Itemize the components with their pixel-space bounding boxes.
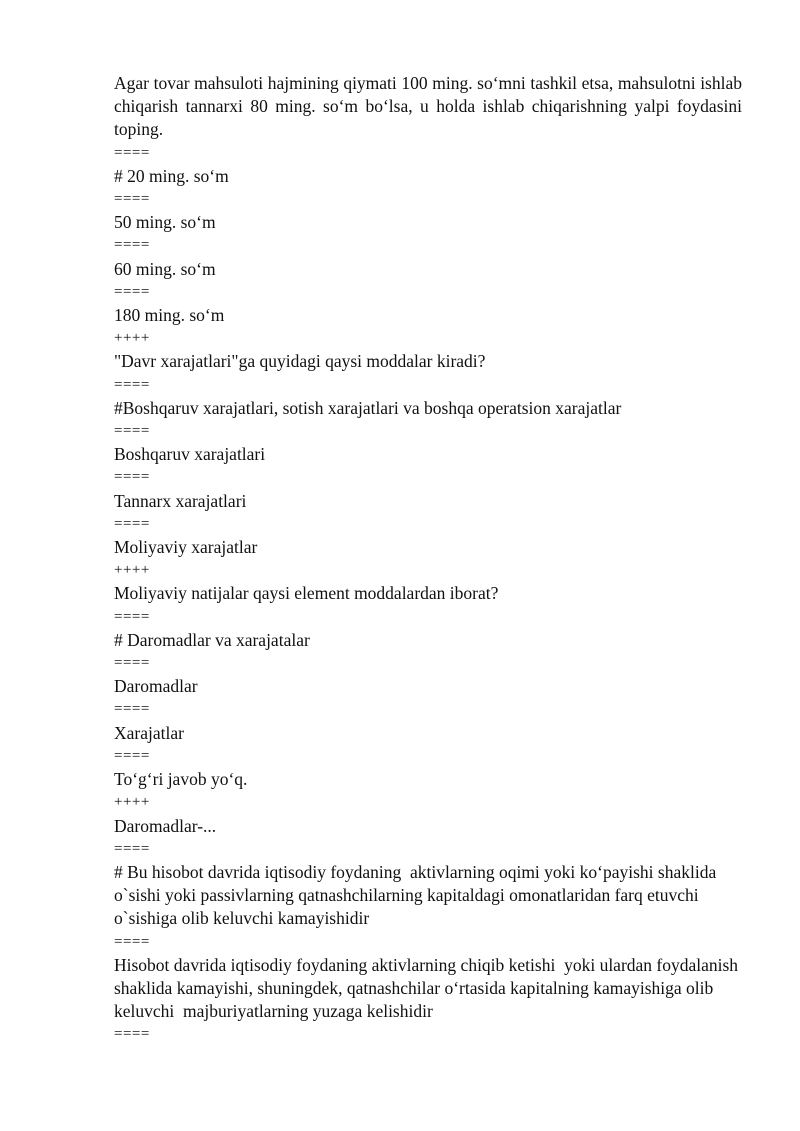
text-line: Hisobot davrida iqtisodiy foydaning aktivlarning chiqib ketishi yoki ulardan foydalanish shaklida kamayishi, shuningdek, qatnashchilar o‘rtasida kapitalning kamayishiga olib keluvchi majburiyatlarning yuzaga kelishidir [114, 954, 747, 1022]
separator-line: ==== [114, 840, 150, 857]
separator-line: ==== [114, 191, 150, 208]
text-line: Agar tovar mahsuloti hajmining qiymati 100 ming. so‘mni tashkil etsa, mahsulotni ishlab chiqarish tannarxi 80 ming. so‘m bo‘lsa, u holda ishlab chiqarishning yalpi foydasini toping. [114, 73, 747, 140]
text-line: Daromadlar [114, 676, 198, 697]
text-line: Moliyaviy natijalar qaysi element moddalardan iborat? [114, 583, 499, 604]
text-line: # Daromadlar va xarajatalar [114, 629, 310, 650]
separator-line: ==== [114, 608, 150, 625]
text-line: Xarajatlar [114, 722, 184, 743]
separator-line: ==== [114, 933, 150, 950]
separator-line: ++++ [114, 330, 150, 347]
separator-line: ==== [114, 376, 150, 393]
document-page [114, 72, 747, 1047]
text-line: To‘g‘ri javob yo‘q. [114, 769, 248, 790]
text-line: Moliyaviy xarajatlar [114, 537, 258, 558]
text-line: # Bu hisobot davrida iqtisodiy foydaning aktivlarning oqimi yoki ko‘payishi shaklida o`sishi yoki passivlarning qatnashchilarning kapitaldagi omonatlaridan farq etuvchi o`sishiga olib keluvchi kamayishidir [114, 861, 721, 929]
text-line: 60 ming. so‘m [114, 258, 216, 279]
separator-line: ++++ [114, 794, 150, 811]
separator-line: ++++ [114, 562, 150, 579]
separator-line: ==== [114, 655, 150, 672]
separator-line: ==== [114, 515, 150, 532]
separator-line: ==== [114, 423, 150, 440]
separator-line: ==== [114, 237, 150, 254]
separator-line: ==== [114, 283, 150, 300]
separator-line: ==== [114, 747, 150, 764]
text-line: # 20 ming. so‘m [114, 165, 229, 186]
text-line: 180 ming. so‘m [114, 305, 225, 326]
text-line: Daromadlar-... [114, 815, 217, 836]
text-line: #Boshqaruv xarajatlari, sotish xarajatlari va boshqa operatsion xarajatlar [114, 397, 622, 418]
separator-line: ==== [114, 144, 150, 161]
separator-line: ==== [114, 469, 150, 486]
text-line: 50 ming. so‘m [114, 212, 216, 233]
separator-line: ==== [114, 1026, 150, 1043]
text-line: "Davr xarajatlari"ga quyidagi qaysi moddalar kiradi? [114, 351, 486, 372]
text-line: Tannarx xarajatlari [114, 490, 247, 511]
text-line: Boshqaruv xarajatlari [114, 444, 266, 465]
separator-line: ==== [114, 701, 150, 718]
